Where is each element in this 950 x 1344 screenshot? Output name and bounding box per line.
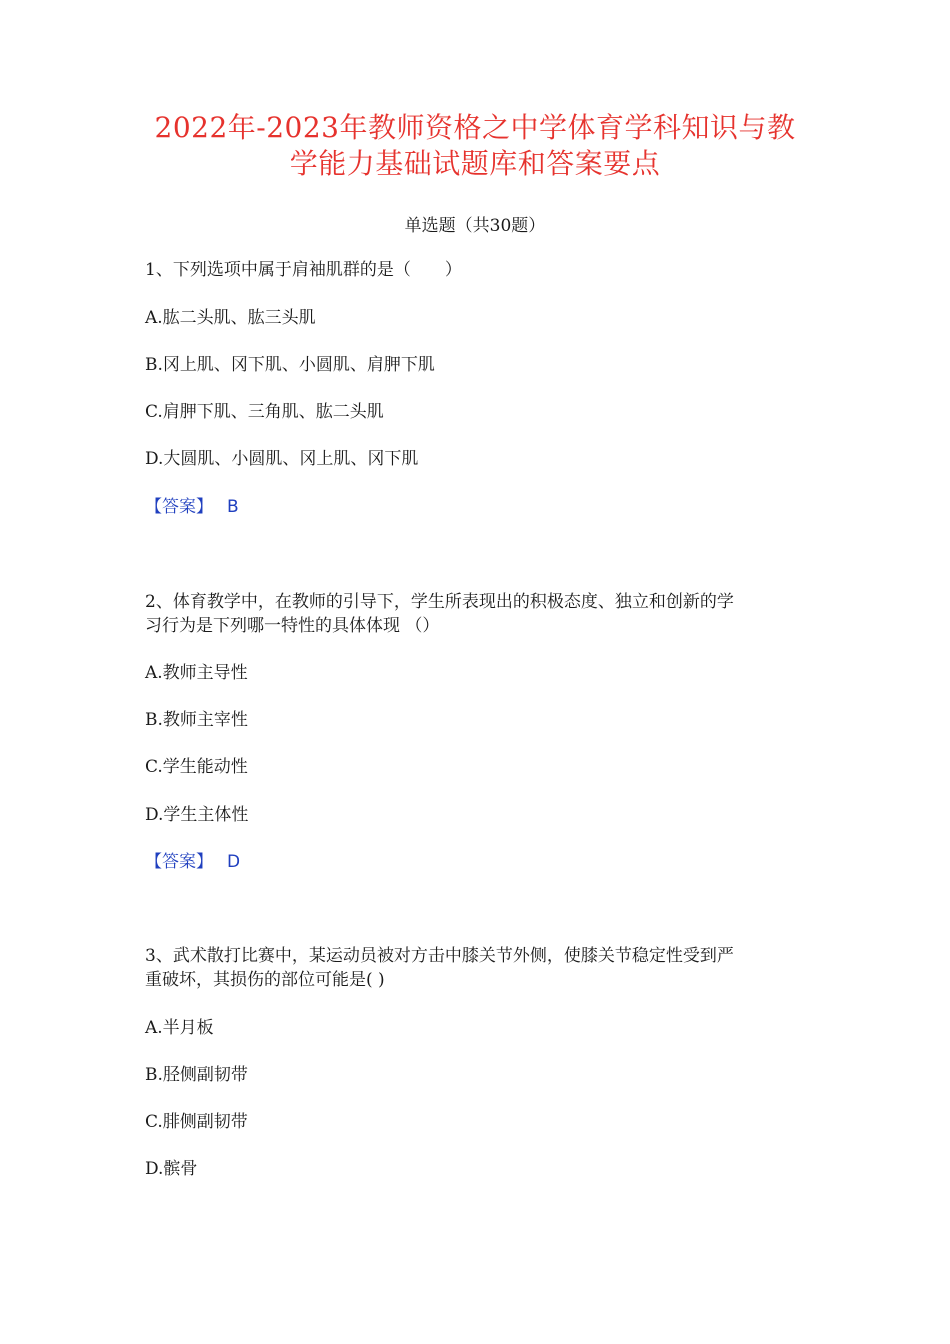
option-c: C.肩胛下肌、三角肌、肱二头肌 — [145, 402, 384, 422]
question-stem-continued: 习行为是下列哪一特性的具体体现 （） — [145, 616, 440, 636]
answer-line — [145, 495, 239, 519]
answer-value: D — [227, 852, 241, 872]
option-c: C.腓侧副韧带 — [145, 1112, 248, 1132]
option-a: A.肱二头肌、肱三头肌 — [145, 308, 316, 328]
option-d: D.学生主体性 — [145, 805, 249, 825]
title-line-2: 学能力基础试题库和答案要点 — [289, 147, 661, 180]
question-stem-continued: 重破坏，其损伤的部位可能是( ) — [145, 970, 385, 990]
section-heading: 单选题（共30题） — [404, 216, 546, 236]
question-stem: 3、武术散打比赛中，某运动员被对方击中膝关节外侧，使膝关节稳定性受到严 — [145, 946, 734, 966]
title-line-1: 2022年-2023年教师资格之中学体育学科知识与教 — [154, 111, 796, 144]
option-a: A.教师主导性 — [145, 663, 248, 683]
option-a: A.半月板 — [145, 1018, 214, 1038]
answer-label: 【答案】 — [145, 852, 213, 872]
question-stem: 2、体育教学中，在教师的引导下，学生所表现出的积极态度、独立和创新的学 — [145, 592, 734, 612]
option-d: D.大圆肌、小圆肌、冈上肌、冈下肌 — [145, 449, 419, 469]
option-d: D.髌骨 — [145, 1159, 198, 1179]
option-b: B.胫侧副韧带 — [145, 1065, 248, 1085]
answer-line — [145, 850, 240, 874]
option-c: C.学生能动性 — [145, 757, 248, 777]
answer-label: 【答案】 — [145, 497, 213, 517]
answer-value: B — [227, 497, 239, 517]
question-stem: 1、下列选项中属于肩袖肌群的是（ ） — [145, 260, 462, 280]
option-b: B.教师主宰性 — [145, 710, 248, 730]
option-b: B.冈上肌、冈下肌、小圆肌、肩胛下肌 — [145, 355, 435, 375]
